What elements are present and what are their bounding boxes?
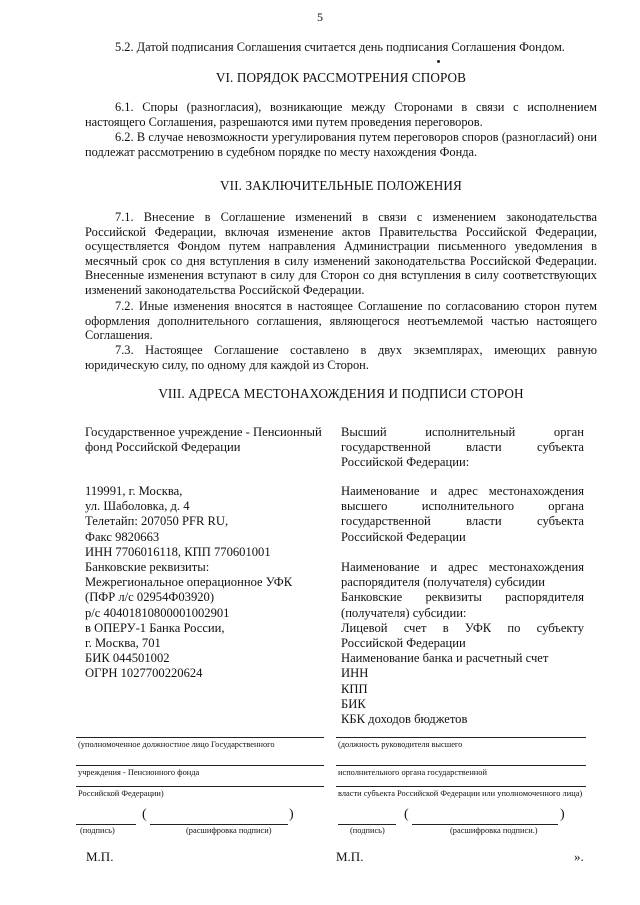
right-signature-field	[338, 824, 396, 825]
clause-5-2: 5.2. Датой подписания Соглашения считается день подписания Соглашения Фондом.	[115, 40, 565, 54]
closing-quote: ».	[574, 849, 584, 864]
bank-line: (получателя) субсидии:	[341, 605, 467, 620]
clause-7-2: 7.2. Иные изменения вносятся в настоящее Соглашение по согласованию сторон путем оформления дополнительного соглашения, являющегося неотъемлемой частью настоящего Соглашения.	[85, 299, 597, 343]
region-detail-line: ИНН	[341, 666, 369, 681]
region-detail-line: КБК доходов бюджетов	[341, 712, 468, 727]
region-name-line: Российской Федерации:	[341, 455, 470, 470]
signature-line	[336, 737, 586, 738]
region-address-line: Наименование и адрес местонахождения	[341, 484, 584, 498]
fund-detail-line: (ПФР л/с 02954Ф03920)	[85, 590, 215, 605]
fund-detail-line: ИНН 7706016118, КПП 770601001	[85, 544, 271, 559]
seal-mark-right: М.П.	[336, 849, 364, 864]
signature-line	[336, 786, 586, 787]
fund-detail-line: Межрегиональное операционное УФК	[85, 575, 293, 590]
right-decoding-field	[412, 824, 558, 825]
open-paren: (	[142, 807, 147, 822]
clause-7-3: 7.3. Настоящее Соглашение составлено в двух экземплярах, имеющих равную юридическую силу, по одному для каждой из Сторон.	[85, 343, 597, 372]
signature-label: (подпись)	[80, 826, 115, 835]
region-authority-name	[341, 425, 584, 471]
fund-details	[85, 484, 335, 682]
fund-detail-line: г. Москва, 701	[85, 636, 161, 651]
account-line: Российской Федерации	[341, 636, 466, 651]
fund-name-line: Государственное учреждение - Пенсионный	[85, 425, 322, 439]
region-address-line: Российской Федерации	[341, 529, 466, 544]
decoding-label: (расшифровка подписи)	[186, 826, 272, 835]
fund-detail-line: Банковские реквизиты:	[85, 560, 210, 575]
signature-line	[336, 765, 586, 766]
fund-name-line: фонд Российской Федерации	[85, 440, 241, 455]
left-signatory-caption: (уполномоченное должностное лицо Государственного	[78, 740, 275, 749]
fund-detail-line: 119991, г. Москва,	[85, 484, 183, 498]
signature-line	[76, 786, 324, 787]
open-paren: (	[404, 807, 409, 822]
section-7-title: VII. ЗАКЛЮЧИТЕЛЬНЫЕ ПОЛОЖЕНИЯ	[220, 178, 462, 193]
decoding-label: (расшифровка подписи.)	[450, 826, 538, 835]
fund-detail-line: в ОПЕРУ-1 Банка России,	[85, 620, 225, 635]
region-address-line: государственной власти субъекта	[341, 514, 584, 529]
signature-line	[76, 765, 324, 766]
ink-dot	[437, 60, 440, 63]
clause-7-1: 7.1. Внесение в Соглашение изменений в связи с изменением законодательства Российской Федерации, включая изменение актов Правительства Российской Федерации, осуществляется Фондом путем направления Администрации письменного уведомления в месячный срок со дня вступления в силу изменений законодательства Российской Федерации. Внесенные изменения вступают в силу для Сторон со дня вступления в силу соответствующих изменений законодательства Российской Федерации.	[85, 210, 597, 297]
region-detail-line: БИК	[341, 696, 366, 711]
clause-6-2: 6.2. В случае невозможности урегулирования путем переговоров споров (разногласий) они подлежат рассмотрению в судебном порядке по месту нахождения Фонда.	[85, 130, 597, 159]
left-signature-field	[76, 824, 136, 825]
fund-detail-line: р/с 40401810800001002901	[85, 605, 230, 620]
section-8-title: VIII. АДРЕСА МЕСТОНАХОЖДЕНИЯ И ПОДПИСИ СТОРОН	[158, 386, 524, 401]
fund-name	[85, 425, 335, 455]
fund-detail-line: ОГРН 1027700220624	[85, 666, 203, 681]
fund-detail-line: Факс 9820663	[85, 529, 160, 544]
fund-detail-line: БИК 044501002	[85, 651, 170, 666]
region-detail-line: Наименование банка и расчетный счет	[341, 651, 549, 666]
signature-line	[76, 737, 324, 738]
region-name-line: государственной власти субъекта	[341, 440, 584, 455]
region-name-line: Высший исполнительный орган	[341, 425, 584, 439]
right-signatory-caption: (должность руководителя высшего	[338, 740, 463, 749]
fund-detail-line: ул. Шаболовка, д. 4	[85, 499, 190, 514]
region-address-line: высшего исполнительного органа	[341, 499, 584, 514]
page-number: 5	[317, 10, 323, 24]
right-signatory-caption: исполнительного органа государственной	[338, 768, 487, 777]
recipient-line: Наименование и адрес местонахождения	[341, 560, 584, 574]
left-signatory-caption: учреждения - Пенсионного фонда	[78, 768, 200, 777]
left-signatory-caption: Российской Федерации)	[78, 789, 164, 798]
close-paren: )	[560, 807, 565, 822]
right-signatory-caption: власти субъекта Российской Федерации или уполномоченного лица)	[338, 789, 583, 798]
bank-line: Банковские реквизиты распорядителя	[341, 590, 584, 605]
region-address	[341, 484, 584, 545]
fund-detail-line: Телетайп: 207050 PFR RU,	[85, 514, 229, 529]
seal-mark-left: М.П.	[86, 849, 114, 864]
recipient-line: распорядителя (получателя) субсидии	[341, 575, 546, 590]
region-detail-line: КПП	[341, 681, 368, 696]
account-line: Лицевой счет в УФК по субъекту	[341, 620, 584, 635]
section-6-title: VI. ПОРЯДОК РАССМОТРЕНИЯ СПОРОВ	[215, 70, 467, 85]
signature-label: (подпись)	[350, 826, 385, 835]
clause-6-1: 6.1. Споры (разногласия), возникающие между Сторонами в связи с исполнением настоящего Соглашения, разрешаются ими путем проведения переговоров.	[85, 100, 597, 129]
region-recipient	[341, 560, 584, 727]
close-paren: )	[289, 807, 294, 822]
left-decoding-field	[150, 824, 288, 825]
